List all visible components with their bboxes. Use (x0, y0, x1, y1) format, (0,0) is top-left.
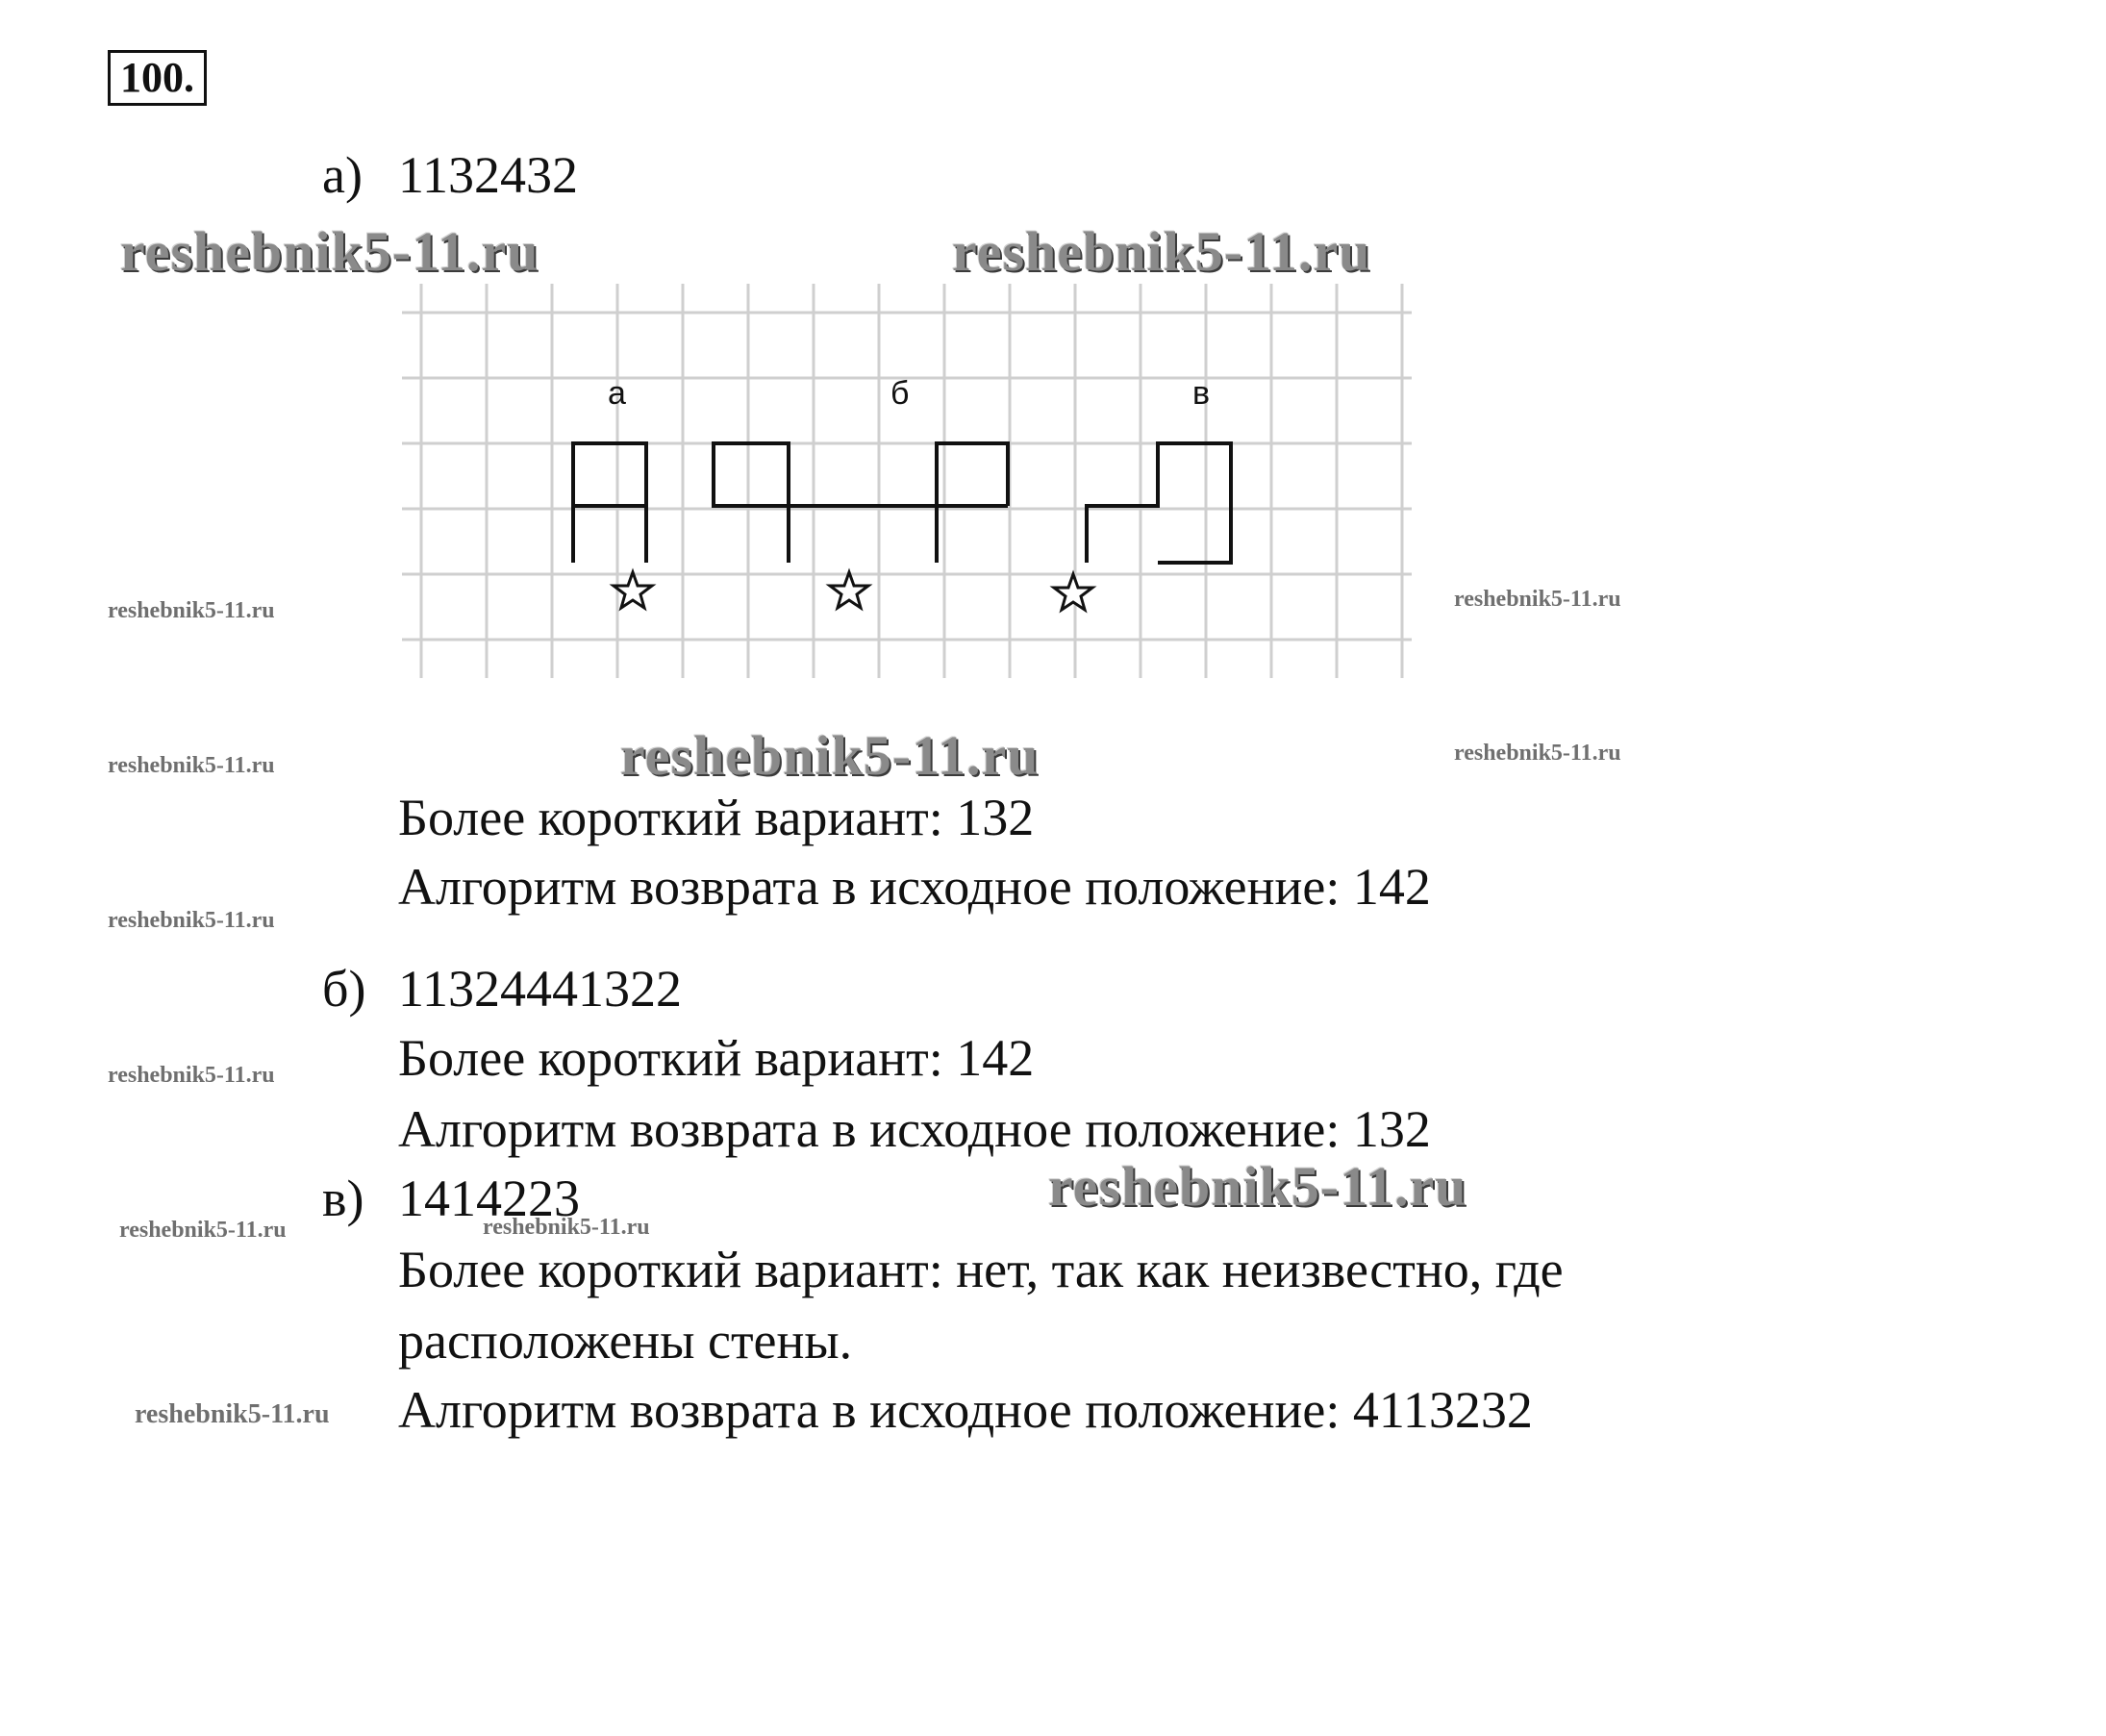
part-b-return: Алгоритм возврата в исходное положение: 132 (398, 1100, 1431, 1158)
part-c-return: Алгоритм возврата в исходное положение: 4113232 (398, 1381, 1533, 1439)
star-icon (614, 572, 652, 608)
path-v (1087, 443, 1231, 563)
part-a-marker: а) (322, 146, 363, 204)
problem-number (108, 50, 207, 100)
part-c-shorter-line1: Более короткий вариант: нет, так как неизвестно, где (398, 1241, 1564, 1298)
watermark: reshebnik5-11.ru (108, 753, 275, 778)
watermark: reshebnik5-11.ru (1454, 741, 1621, 766)
part-c-sequence: 1414223 (398, 1170, 580, 1227)
part-c-shorter-line2: расположены стены. (398, 1312, 853, 1370)
watermark: reshebnik5-11.ru (1454, 587, 1621, 612)
path-b (714, 443, 1008, 563)
watermark: reshebnik5-11.ru (135, 1399, 330, 1429)
watermark: reshebnik5-11.ru (108, 1063, 275, 1088)
part-b-shorter: Более короткий вариант: 142 (398, 1029, 1035, 1087)
part-a-return: Алгоритм возврата в исходное положение: 142 (398, 858, 1431, 916)
star-icon (1054, 574, 1092, 610)
watermark: reshebnik5-11.ru (119, 1218, 287, 1243)
part-b-sequence: 11324441322 (398, 960, 682, 1018)
part-b-marker: б) (322, 960, 366, 1018)
figure-label-v: в (1192, 375, 1211, 412)
part-c-marker: в) (322, 1170, 364, 1227)
figure-label-a: а (608, 375, 626, 412)
watermark: reshebnik5-11.ru (108, 598, 275, 623)
problem-number-box: 100. (108, 50, 207, 106)
grid-lines (402, 284, 1412, 678)
part-a-sequence: 1132432 (398, 146, 578, 204)
figure-label-b: б (890, 375, 910, 412)
path-a (573, 443, 646, 563)
robot-paths-figure (402, 284, 1412, 678)
watermark: reshebnik5-11.ru (108, 908, 275, 933)
part-a-shorter: Более короткий вариант: 132 (398, 789, 1035, 846)
star-icon (830, 572, 868, 608)
watermark: reshebnik5-11.ru (120, 220, 539, 283)
watermark: reshebnik5-11.ru (620, 724, 1040, 787)
watermark: reshebnik5-11.ru (1048, 1155, 1467, 1218)
watermark: reshebnik5-11.ru (952, 220, 1371, 283)
watermark: reshebnik5-11.ru (483, 1215, 650, 1240)
